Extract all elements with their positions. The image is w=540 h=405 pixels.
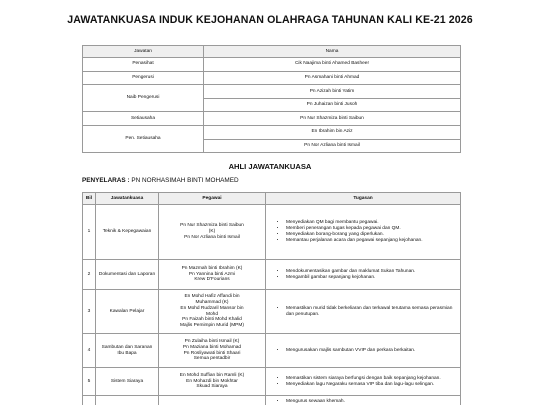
ahli-jawatankuasa: Sambutan dan Saranan Ibu Bapa — [96, 334, 159, 368]
induk-nama: Pn Juhaizan binti Jusoh — [204, 98, 461, 112]
ahli-tugasan — [266, 290, 461, 334]
ahli-bil: 2 — [83, 260, 96, 290]
ahli-heading: AHLI JAWATANKUASA — [228, 162, 312, 171]
pegawai-line: Pn Rosliyawati binti Shaari — [183, 350, 241, 356]
tugasan-item: • Mengurusakan majlis sambutan VVIP dan perkara berkaitan. — [286, 348, 458, 354]
table-row — [83, 58, 461, 72]
pegawai-line: Pn Faizah binti Mohd Khalid — [182, 317, 242, 323]
tugasan-item: • Memantau perjalanan acara dan pegawai sepanjang kejohanan. — [286, 238, 458, 244]
ahli-table — [82, 192, 461, 405]
pegawai-line: En Mohd Rudzaril Mansor bin — [180, 305, 244, 311]
induk-nama: Pn Azizah binti Yatim — [204, 85, 461, 99]
table-row — [83, 85, 461, 99]
pegawai-line: (K) — [208, 229, 216, 235]
ahli-pegawai — [159, 205, 266, 260]
table-row — [83, 260, 461, 290]
pegawai-line: Pn Nor Azliana binti Ismail — [184, 234, 240, 240]
pegawai-line: En Mohazdi bin Mokhtar — [186, 378, 238, 384]
tugasan-item: • Mengambil gambar sepanjang kejohanan. — [286, 275, 458, 281]
ahli-bil: 4 — [83, 334, 96, 368]
ahli-pegawai — [159, 368, 266, 396]
pegawai-line: Muhammad (K) — [195, 299, 229, 305]
pegawai-line: Majlis Pemimpin Murid (MPM) — [180, 323, 244, 329]
induk-nama: Cik Naajima binti Ahamed Basheer — [204, 58, 461, 72]
induk-jawatan: Pen. Setiausaha — [83, 125, 204, 152]
pegawai-line: En Mohd Suffian bin Ramli (K) — [179, 372, 245, 378]
pegawai-line: Pn Maziana binti Mohamad — [182, 344, 242, 350]
ahli-bil — [83, 396, 96, 405]
tugasan-item: • Mengurus sewaan khemah. — [286, 399, 458, 405]
tugasan-item: • Memastikan sistem siaraya berfungsi dengan baik sepanjang kejohanan. — [286, 376, 458, 382]
penyelaras-label: PENYELARAS : — [82, 177, 130, 184]
table-row — [83, 205, 461, 260]
induk-jawatan: Penasihat — [83, 58, 204, 72]
pegawai-line: Mohd — [206, 311, 218, 317]
ahli-jawatankuasa: Kawalan Pelajar — [96, 290, 159, 334]
pegawai-line: Pn Yannina binti Azmi — [188, 271, 236, 277]
ahli-jawatankuasa — [96, 396, 159, 405]
table-row — [83, 71, 461, 85]
ahli-header-row — [83, 193, 461, 205]
ahli-tugasan — [266, 396, 461, 405]
induk-header-jawatan: Jawatan — [83, 46, 204, 58]
pegawai-line: Pn Zulaiha binti Ismail (K) — [184, 338, 240, 344]
ahli-header-tugasan: Tugasan — [266, 193, 461, 205]
ahli-tugasan — [266, 334, 461, 368]
table-row — [83, 334, 461, 368]
induk-nama: Pn Asmahani binti Ahmad — [204, 71, 461, 85]
ahli-jawatankuasa: Dokumentasi dan Laporan — [96, 260, 159, 290]
ahli-tugasan — [266, 260, 461, 290]
ahli-jawatankuasa: Teknik & Kepegawaian — [96, 205, 159, 260]
pegawai-line: Krew D'Fourians — [194, 277, 230, 283]
table-row — [83, 396, 461, 405]
table-row — [83, 368, 461, 396]
tugasan-item: • Menyediakan lagu Negaraku semasa VIP tiba dan lagu-lagu selingan. — [286, 382, 458, 388]
pegawai-line: Pn Mazmah binti Ibrahim (K) — [181, 265, 243, 271]
induk-jawatan: Naib Pengerusi — [83, 85, 204, 112]
ahli-bil: 5 — [83, 368, 96, 396]
pegawai-line: Pn Nur Shazmiza binti Saibun — [180, 223, 244, 229]
tugasan-item: • Menyediakan QM bagi membantu pegawai. — [286, 220, 458, 226]
pegawai-line: Skuad Siaraya — [196, 384, 228, 390]
ahli-tugasan — [266, 205, 461, 260]
induk-nama: En Ibrahim bin Aziz — [204, 125, 461, 139]
induk-nama: Pn Nor Azliana binti Ismail — [204, 139, 461, 153]
ahli-pegawai — [159, 290, 266, 334]
ahli-header-bil: Bil — [83, 193, 96, 205]
table-row — [83, 112, 461, 126]
ahli-bil: 3 — [83, 290, 96, 334]
ahli-pegawai — [159, 260, 266, 290]
ahli-pegawai — [159, 334, 266, 368]
tugasan-item: • Memastikan murid tidak berkeliaran dan terkawal terutama semasa perasmian dan penutupan. — [286, 306, 458, 318]
ahli-pegawai — [159, 396, 266, 405]
induk-jawatan: Pengerusi — [83, 71, 204, 85]
pegawai-line: Semua pentadbir — [193, 356, 231, 362]
induk-header-nama: Nama — [204, 46, 461, 58]
table-row — [83, 290, 461, 334]
ahli-tugasan — [266, 368, 461, 396]
induk-table — [82, 45, 461, 153]
induk-jawatan: Setiausaha — [83, 112, 204, 126]
ahli-jawatankuasa: Sistem Siaraya — [96, 368, 159, 396]
ahli-header-pegawai: Pegawai — [159, 193, 266, 205]
tugasan-item: • Menyediakan borang-borang yang diperlukan. — [286, 232, 458, 238]
document-title: JAWATANKUASA INDUK KEJOHANAN OLAHRAGA TAHUNAN KALI KE-21 2026 — [67, 14, 473, 26]
penyelaras-line — [82, 177, 239, 184]
table-row — [83, 125, 461, 139]
induk-header-row — [83, 46, 461, 58]
ahli-header-jawatankuasa: Jawatankuasa — [96, 193, 159, 205]
tugasan-item: • Mendokumentasikan gambar dan maklumat Sukan Tahunan. — [286, 269, 458, 275]
induk-nama: Pn Nur Shazmiza binti Saibun — [204, 112, 461, 126]
penyelaras-value: PN NORHASIMAH BINTI MOHAMED — [131, 177, 239, 184]
pegawai-line: En Mohd Hafiz Affandi bin — [184, 294, 240, 300]
ahli-bil: 1 — [83, 205, 96, 260]
tugasan-item: • Memberi penerangan tugas kepada pegawai dan QM. — [286, 226, 458, 232]
